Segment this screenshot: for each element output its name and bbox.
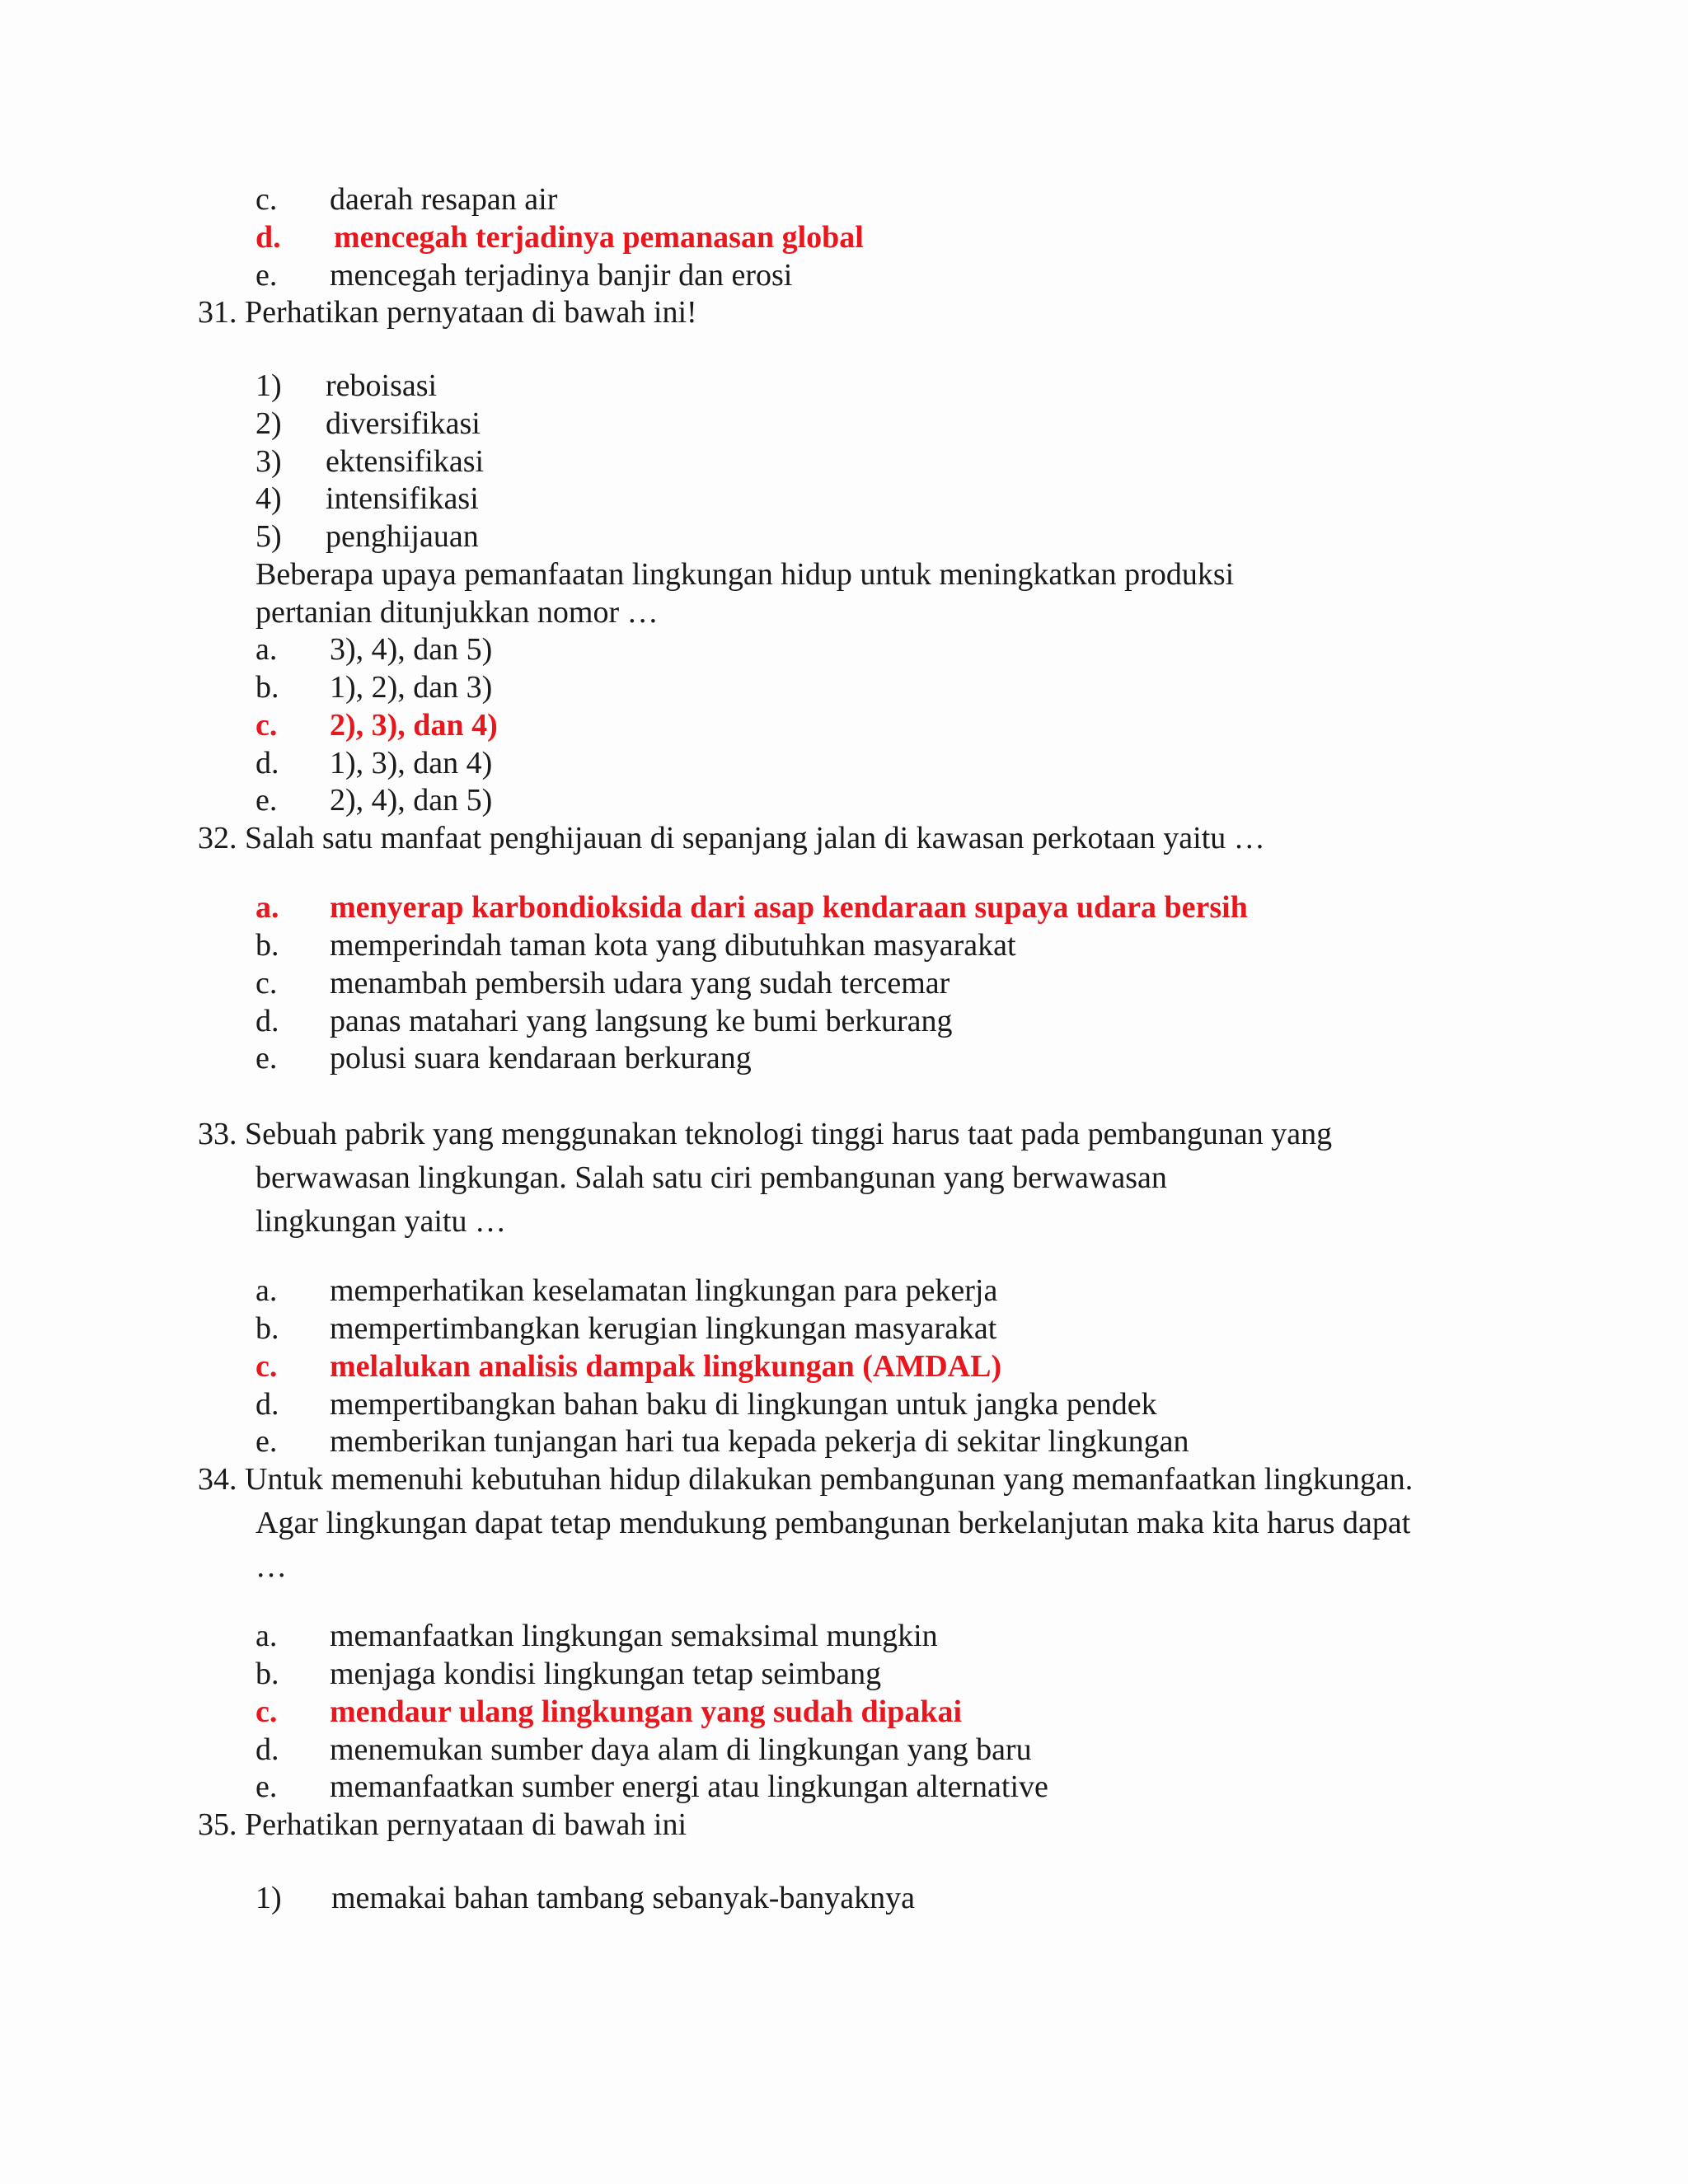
answer-option-text: mendaur ulang lingkungan yang sudah dipakai [330, 1694, 963, 1729]
option-marker: 1) [256, 1881, 282, 1915]
option-marker: c. [256, 1694, 278, 1729]
option-text: intensifikasi [326, 481, 479, 516]
option-marker: d. [256, 746, 279, 780]
question-text-line: lingkungan yaitu … [256, 1204, 506, 1239]
option-text: memperindah taman kota yang dibutuhkan masyarakat [330, 928, 1016, 963]
option-text: mempertimbangkan kerugian lingkungan masyarakat [330, 1311, 997, 1346]
question-text-line: 34. Untuk memenuhi kebutuhan hidup dilakukan pembangunan yang memanfaatkan lingkungan. [198, 1462, 1414, 1497]
option-marker: a. [256, 1273, 278, 1308]
question-text-line: pertanian ditunjukkan nomor … [256, 595, 659, 630]
option-marker: c. [256, 708, 278, 743]
option-marker: c. [256, 1349, 278, 1384]
option-marker: a. [256, 890, 279, 925]
question-text-line: Agar lingkungan dapat tetap mendukung pembangunan berkelanjutan maka kita harus dapat [256, 1506, 1411, 1540]
option-text: mencegah terjadinya banjir dan erosi [330, 258, 793, 293]
option-text: memanfaatkan sumber energi atau lingkungan alternative [330, 1769, 1048, 1804]
question-text-line: 35. Perhatikan pernyataan di bawah ini [198, 1807, 687, 1842]
option-text: mempertibangkan bahan baku di lingkungan untuk jangka pendek [330, 1387, 1157, 1422]
option-text: memakai bahan tambang sebanyak-banyaknya [331, 1881, 915, 1915]
question-text-line: 32. Salah satu manfaat penghijauan di sepanjang jalan di kawasan perkotaan yaitu … [198, 821, 1265, 855]
option-text: polusi suara kendaraan berkurang [330, 1041, 752, 1076]
answer-option-text: menyerap karbondioksida dari asap kendaraan supaya udara bersih [330, 890, 1248, 925]
option-marker: c. [256, 182, 278, 217]
question-text-line: berwawasan lingkungan. Salah satu ciri pembangunan yang berwawasan [256, 1160, 1167, 1195]
question-text-line: 31. Perhatikan pernyataan di bawah ini! [198, 295, 697, 330]
question-text-line: … [256, 1549, 287, 1584]
option-text: memanfaatkan lingkungan semaksimal mungkin [330, 1619, 938, 1653]
answer-option-text: melalukan analisis dampak lingkungan (AMDAL) [330, 1349, 1002, 1384]
option-text: panas matahari yang langsung ke bumi berkurang [330, 1004, 953, 1038]
option-marker: 2) [256, 406, 282, 441]
answer-option-text: 2), 3), dan 4) [330, 708, 498, 743]
option-marker: d. [256, 1387, 279, 1422]
option-marker: c. [256, 966, 278, 1001]
answer-option-text: mencegah terjadinya pemanasan global [334, 220, 864, 255]
option-marker: e. [256, 258, 278, 293]
option-marker: a. [256, 632, 278, 667]
option-marker: d. [256, 1004, 279, 1038]
option-text: menjaga kondisi lingkungan tetap seimbang [330, 1657, 882, 1691]
option-text: menambah pembersih udara yang sudah tercemar [330, 966, 950, 1001]
option-text: memperhatikan keselamatan lingkungan para pekerja [330, 1273, 998, 1308]
option-text: penghijauan [326, 519, 479, 554]
option-marker: 1) [256, 368, 282, 403]
option-text: menemukan sumber daya alam di lingkungan yang baru [330, 1732, 1032, 1767]
option-text: daerah resapan air [330, 182, 558, 217]
option-marker: a. [256, 1619, 278, 1653]
option-text: ektensifikasi [326, 444, 485, 479]
option-text: 3), 4), dan 5) [330, 632, 493, 667]
option-marker: b. [256, 928, 279, 963]
option-marker: b. [256, 1311, 279, 1346]
option-marker: e. [256, 783, 278, 818]
option-marker: b. [256, 670, 279, 705]
option-marker: e. [256, 1769, 278, 1804]
option-text: 1), 2), dan 3) [330, 670, 493, 705]
option-marker: b. [256, 1657, 279, 1691]
option-marker: e. [256, 1041, 278, 1076]
option-marker: 3) [256, 444, 282, 479]
question-text-line: Beberapa upaya pemanfaatan lingkungan hidup untuk meningkatkan produksi [256, 557, 1235, 592]
option-text: reboisasi [326, 368, 438, 403]
option-text: diversifikasi [326, 406, 481, 441]
option-marker: 5) [256, 519, 282, 554]
option-text: memberikan tunjangan hari tua kepada pekerja di sekitar lingkungan [330, 1424, 1189, 1459]
option-marker: d. [256, 220, 281, 255]
option-marker: e. [256, 1424, 278, 1459]
question-text-line: 33. Sebuah pabrik yang menggunakan teknologi tinggi harus taat pada pembangunan yang [198, 1117, 1333, 1151]
option-marker: d. [256, 1732, 279, 1767]
option-text: 2), 4), dan 5) [330, 783, 493, 818]
option-marker: 4) [256, 481, 282, 516]
option-text: 1), 3), dan 4) [330, 746, 493, 780]
